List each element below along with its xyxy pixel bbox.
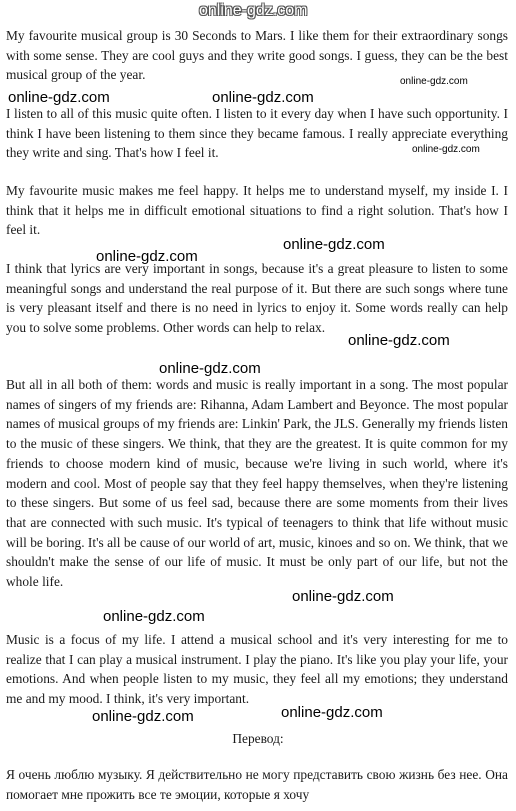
watermark: online-gdz.com bbox=[96, 248, 198, 265]
paragraph-2: I listen to all of this music quite often. I listen to it every day when I have such opportunity. I think I have been listening to them since they became famous. I really appreciate everything they write and sing. That's how I feel it. bbox=[6, 106, 508, 161]
translation-paragraph: Я очень люблю музыку. Я действительно не могу представить свою жизнь без нее. Она помогает мне прожить все те эмоции, которые я хочу bbox=[6, 767, 508, 802]
paragraph-3: My favourite music makes me feel happy. It helps me to understand myself, my inside I. I think that it helps me in difficult emotional situations to find a right solution. That's how I feel it. bbox=[6, 183, 508, 238]
paragraph-5: But all in all both of them: words and music is really important in a song. The most popular names of singers of my friends are: Rihanna, Adam Lambert and Beyonce. The most popular names of musical groups of my friends are: Linkin' Park, the JLS. Generally my friends listen to the music of these singers. We think, that they are the greatest. It is quite common for my friends to choose modern kind of music, because we're living in such world, where it's modern and cool. Most of people say that they feel happy themselves, when they're listening to these singers. But some of us feel sad, because there are some moments from their lives that are connected with such music. It's typical of teenagers to think that life without music will be boring. It's all be cause of our world of art, music, kinoes and so on. We think, that we shouldn't make the sense of our life of music. It must be only part of our life, but not the whole life. bbox=[6, 377, 508, 590]
watermark: online-gdz.com bbox=[283, 236, 385, 253]
watermark: online-gdz.com bbox=[400, 76, 468, 87]
watermark: online-gdz.com bbox=[281, 704, 383, 721]
watermark: online-gdz.com bbox=[292, 588, 394, 605]
watermark: online-gdz.com bbox=[8, 89, 110, 106]
translation-heading: Перевод: bbox=[232, 731, 284, 746]
paragraph-4: I think that lyrics are very important in songs, because it's a great pleasure to listen to some meaningful songs and understand the real purpose of it. But there are such songs where tune is very pleasant itself and there is no need in lyrics to enjoy it. Some words really can help you to solve some problems. Other words can help to relax. bbox=[6, 261, 508, 336]
watermark: online-gdz.com bbox=[103, 608, 205, 625]
paragraph-6: Music is a focus of my life. I attend a musical school and it's very interesting for me to realize that I can play a musical instrument. I play the piano. It's like you play your life, your emotions. And when people listen to my music, they feel all my emotions; they understand me and my mood. I think, it's very important. bbox=[6, 632, 508, 707]
watermark: online-gdz.com bbox=[92, 708, 194, 725]
watermark: online-gdz.com bbox=[159, 360, 261, 377]
watermark: online-gdz.com bbox=[212, 89, 314, 106]
watermark: online-gdz.com bbox=[348, 332, 450, 349]
paragraph-1: My favourite musical group is 30 Seconds to Mars. I like them for their extraordinary songs with some sense. They are cool guys and they write good songs. I guess, they can be the best musical group of the year. bbox=[6, 28, 508, 83]
watermark: online-gdz.com bbox=[412, 144, 480, 155]
header-watermark: online-gdz.com bbox=[199, 2, 308, 19]
